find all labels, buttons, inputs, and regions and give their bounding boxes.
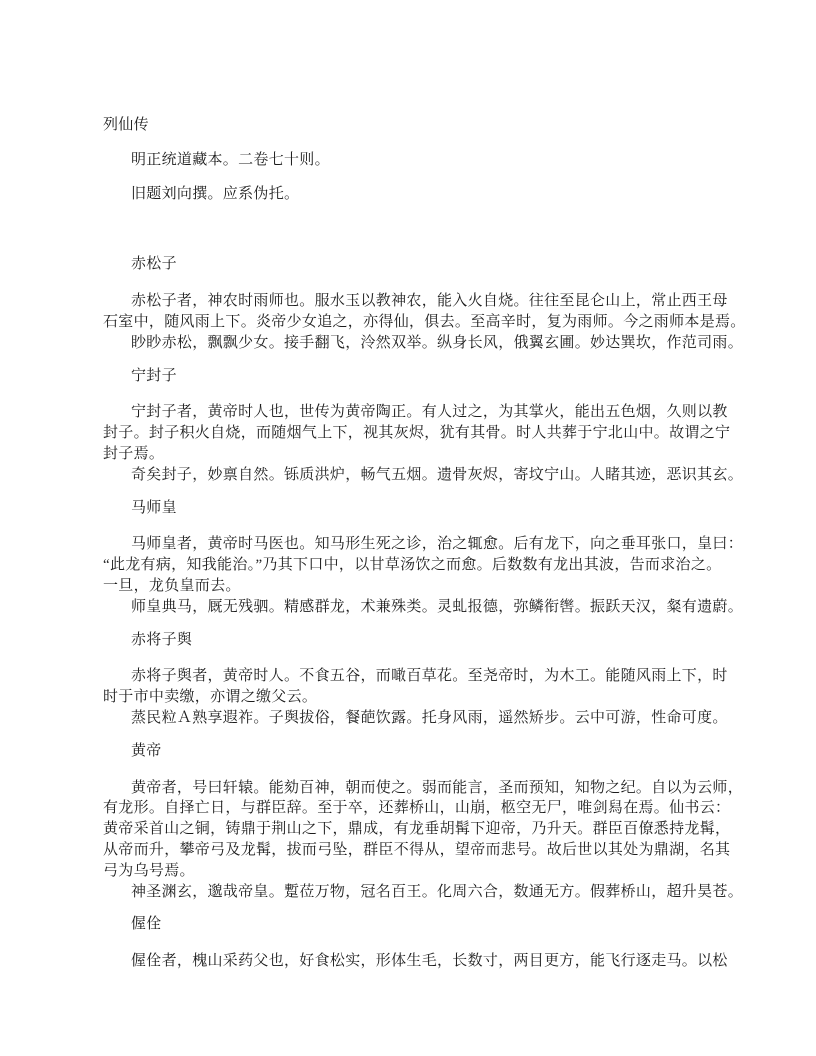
front-matter-line: 明正统道藏本。二卷七十则。 bbox=[131, 151, 330, 168]
text-line: 封子焉。 bbox=[103, 445, 165, 462]
text-line: 时于市中卖缴，亦谓之缴父云。 bbox=[103, 689, 318, 706]
text-line: 眇眇赤松，飘飘少女。接手翻飞，泠然双举。纵身长风，俄翼玄圃。妙达巽坎，作范司雨。 bbox=[131, 334, 744, 351]
front-matter-line: 旧题刘向撰。应系伪托。 bbox=[131, 185, 300, 202]
text-line: 黄帝者，号曰轩辕。能劾百神，朝而使之。弱而能言，圣而预知，知物之纪。自以为云师， bbox=[131, 779, 744, 796]
text-line: 蒸民粒Ａ熟享遐祚。子舆拔俗，餐葩饮露。托身风雨，遥然矫步。云中可游，性命可度。 bbox=[131, 709, 728, 726]
section bbox=[103, 630, 728, 729]
text-line: 宁封子者，黄帝时人也，世传为黄帝陶正。有人过之，为其掌火，能出五色烟，久则以教 bbox=[131, 404, 728, 421]
text-line: 赤松子者，神农时雨师也。服水玉以教神农，能入火自烧。往往至昆仑山上，常止西王母 bbox=[131, 293, 728, 310]
section-heading: 马师皇 bbox=[131, 499, 177, 516]
section bbox=[103, 366, 744, 486]
text-line: 石室中，随风雨上下。炎帝少女追之，亦得仙，俱去。至高辛时，复为雨师。今之雨师本是焉。 bbox=[103, 313, 746, 330]
text-line: 从帝而升，攀帝弓及龙髯，拔而弓坠，群臣不得从，望帝而悲号。故后世以其处为鼎湖，名其 bbox=[103, 841, 731, 858]
text-line: 一旦，龙负皇而去。 bbox=[103, 577, 241, 594]
text-line: 弓为乌号焉。 bbox=[103, 862, 195, 879]
section bbox=[103, 254, 746, 353]
front-matter bbox=[103, 150, 715, 205]
section-heading: 赤将子舆 bbox=[131, 631, 193, 648]
section-heading: 偓佺 bbox=[131, 916, 162, 933]
text-line: 赤将子舆者，黄帝时人。不食五谷，而噉百草花。至尧帝时，为木工。能随风雨上下，时 bbox=[131, 668, 728, 685]
document-body bbox=[103, 254, 746, 972]
text-line: 封子。封子积火自烧，而随烟气上下，视其灰烬，犹有其骨。时人共葬于宁北山中。故谓之宁 bbox=[103, 425, 731, 442]
text-line: 黄帝采首山之铜，铸鼎于荆山之下，鼎成，有龙垂胡髯下迎帝，乃升天。群臣百僚悉持龙髯， bbox=[103, 821, 731, 838]
text-line: 马师皇者，黄帝时马医也。知马形生死之诊，治之辄愈。后有龙下，向之垂耳张口，皇曰： bbox=[131, 536, 744, 553]
document-title: 列仙传 bbox=[103, 117, 149, 133]
text-line: 奇矣封子，妙禀自然。铄质洪炉，畅气五烟。遗骨灰烬，寄坟宁山。人睹其迹，恶识其玄。 bbox=[131, 466, 744, 483]
section-heading: 赤松子 bbox=[131, 256, 177, 273]
text-line: 有龙形。自择亡日，与群臣辞。至于卒，还葬桥山，山崩，柩空无尸，唯剑舄在焉。仙书云： bbox=[103, 800, 731, 817]
text-line: 偓佺者，槐山采药父也，好食松实，形体生毛，长数寸，两目更方，能飞行逐走马。以松 bbox=[131, 953, 728, 970]
section bbox=[103, 914, 728, 972]
section bbox=[103, 498, 744, 618]
section-heading: 黄帝 bbox=[131, 742, 162, 759]
text-line: “此龙有病，知我能治。”乃其下口中，以甘草汤饮之而愈。后数数有龙出其波，告而求治之。 bbox=[103, 557, 722, 574]
text-line: 神圣渊玄，邈哉帝皇。蹔莅万物，冠名百王。化周六合，数通无方。假葬桥山，超升昊苍。 bbox=[131, 883, 744, 900]
text-line: 师皇典马，厩无残驷。精感群龙，术兼殊类。灵虬报德，弥鳞衔辔。振跃天汉，粲有遗蔚。 bbox=[131, 598, 744, 615]
section-heading: 宁封子 bbox=[131, 367, 177, 384]
section bbox=[103, 741, 744, 903]
